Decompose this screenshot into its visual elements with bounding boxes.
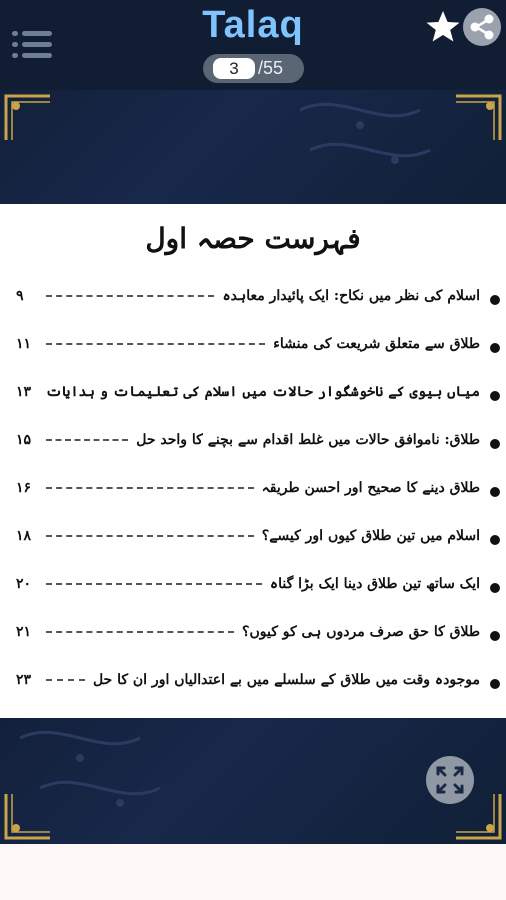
leader-dashes — [46, 295, 214, 297]
footer-area — [0, 844, 506, 900]
bullet-icon — [490, 439, 500, 449]
toc-page-number: ۲۳ — [16, 672, 32, 688]
fullscreen-icon — [426, 756, 474, 804]
book-header-banner — [0, 90, 506, 204]
leader-dashes — [46, 583, 262, 585]
toc-item-title: اسلام میں تین طلاق کیوں اور کیسے؟ — [261, 528, 480, 544]
toc-item-title: طلاق دینے کا صحیح اور احسن طریقہ — [261, 480, 480, 496]
toc-item-title: طلاق کا حق صرف مردوں ہی کو کیوں؟ — [242, 624, 480, 640]
toc-item[interactable] — [16, 526, 500, 554]
toc-item[interactable] — [16, 574, 500, 602]
leader-dashes — [46, 439, 128, 441]
toc-item-title: طلاق سے متعلق شریعت کی منشاء — [273, 336, 480, 352]
toc-item-title: موجودہ وقت میں طلاق کے سلسلے میں بے اعتدالیاں اور ان کا حل — [92, 672, 480, 688]
gold-corner-ornament — [2, 792, 52, 842]
toc-item[interactable] — [16, 382, 500, 410]
leader-dashes — [46, 535, 254, 537]
gold-corner-ornament — [454, 92, 504, 142]
toc-title: فہرست حصہ اول — [145, 222, 361, 255]
fullscreen-button[interactable] — [426, 756, 474, 804]
toc-page-number: ۱۳ — [16, 384, 32, 400]
toc-page-number: ۲۱ — [16, 624, 32, 640]
toc-item-title: طلاق: ناموافق حالات میں غلط اقدام سے بچنے کا واحد حل — [136, 432, 480, 448]
toc-item[interactable] — [16, 334, 500, 362]
gold-corner-ornament — [2, 92, 52, 142]
star-icon — [424, 8, 462, 46]
toc-item[interactable] — [16, 286, 500, 314]
bullet-icon — [490, 679, 500, 689]
bullet-icon — [490, 295, 500, 305]
page-number-input[interactable]: 3 — [213, 58, 255, 79]
book-page — [0, 204, 506, 718]
share-icon — [463, 8, 501, 46]
toc-page-number: ۱۸ — [16, 528, 32, 544]
app-title: Talaq — [202, 4, 304, 46]
toc-item-title: ایک ساتھ تین طلاق دینا ایک بڑا گناہ — [269, 576, 480, 592]
toc-item[interactable] — [16, 670, 500, 698]
app-bar — [0, 0, 506, 90]
favorite-button[interactable] — [424, 8, 462, 46]
bullet-icon — [490, 535, 500, 545]
toc-item[interactable] — [16, 478, 500, 506]
toc-item-title: اسلام کی نظر میں نکاح: ایک پائیدار معاہدہ — [222, 288, 480, 304]
toc-item-title: میاں بیوی کے ناخوشگوار حالات میں اسلام کی تعلیمات و ہدایات — [46, 384, 480, 400]
bullet-icon — [490, 583, 500, 593]
page-navigator — [203, 54, 304, 83]
leader-dashes — [46, 343, 265, 345]
toc-item[interactable] — [16, 622, 500, 650]
bullet-icon — [490, 343, 500, 353]
toc-page-number: ۹ — [16, 288, 24, 304]
leader-dashes — [46, 679, 85, 681]
ornament-pattern — [0, 90, 506, 204]
share-button[interactable] — [463, 8, 501, 46]
toc-page-number: ۲۰ — [16, 576, 32, 592]
bullet-icon — [490, 631, 500, 641]
toc-page-number: ۱۱ — [16, 336, 32, 352]
toc-page-number: ۱۶ — [16, 480, 32, 496]
toc-item[interactable] — [16, 430, 500, 458]
toc-page-number: ۱۵ — [16, 432, 32, 448]
leader-dashes — [46, 631, 234, 633]
leader-dashes — [46, 487, 254, 489]
page-total: /55 — [258, 58, 284, 78]
bullet-icon — [490, 487, 500, 497]
bullet-icon — [490, 391, 500, 401]
